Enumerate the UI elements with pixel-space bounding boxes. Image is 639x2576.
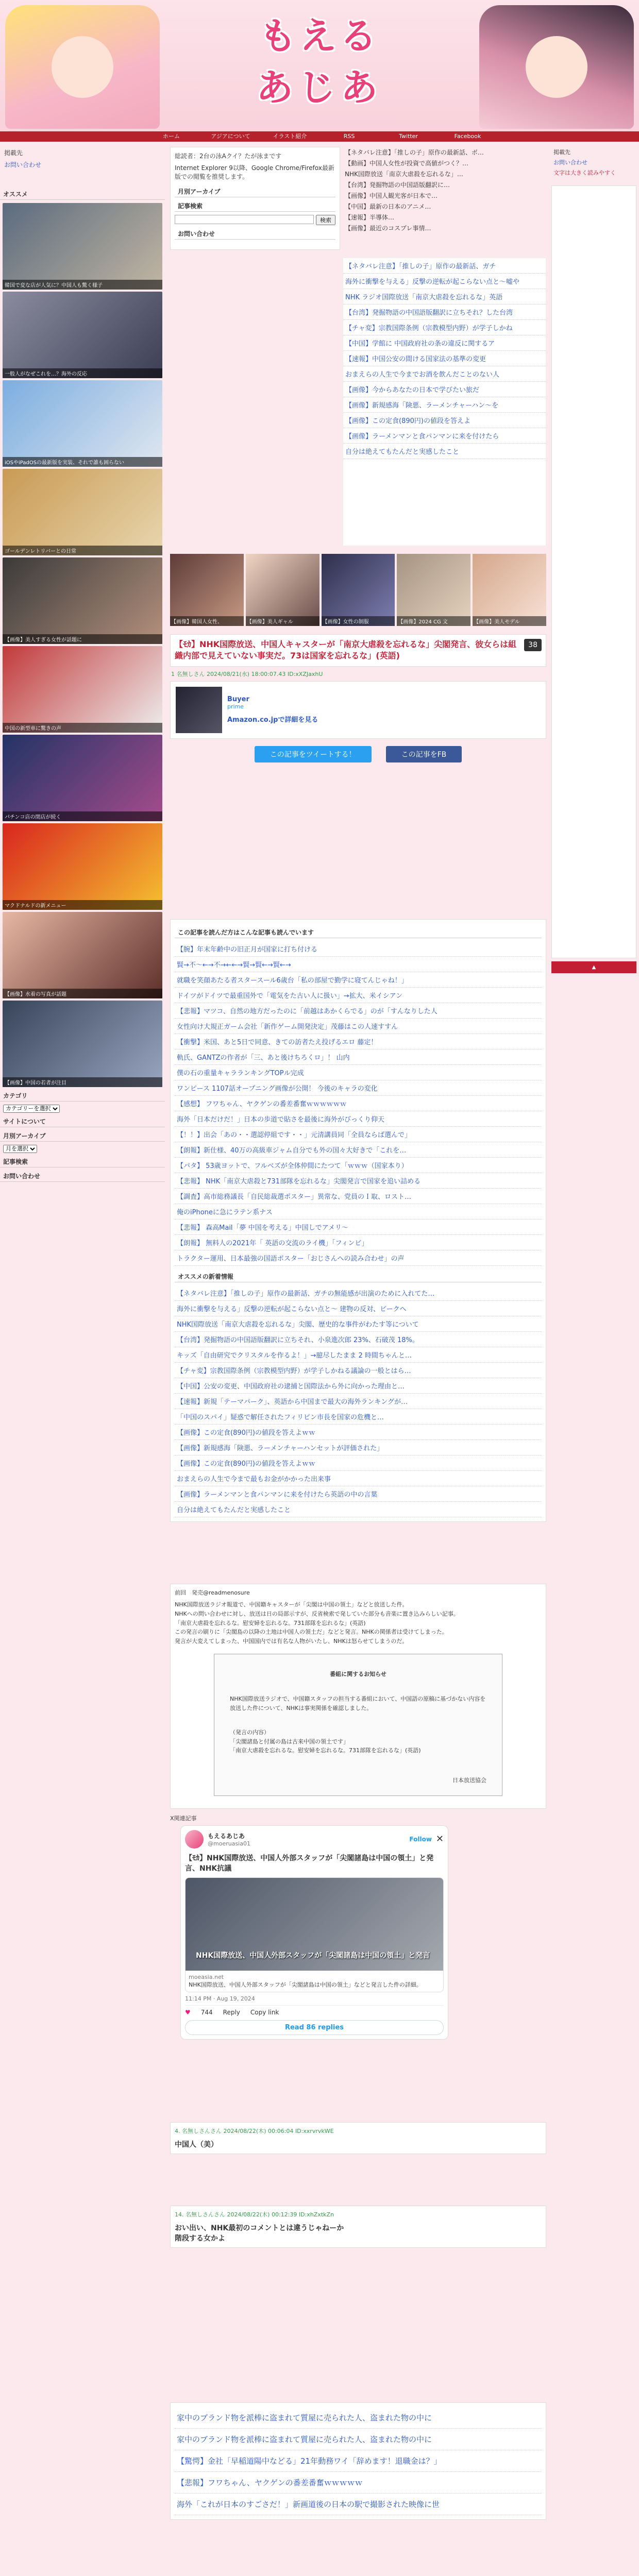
- doc-sign: 日本放送協会: [452, 1776, 486, 1784]
- notice-document: [214, 1654, 502, 1795]
- info-text-1: 総読者：2台の泳Aクイ？たが泳まです: [175, 152, 282, 160]
- nav-item[interactable]: RSS: [343, 133, 355, 140]
- quote-box: [170, 1584, 546, 1809]
- related-item[interactable]: 【朗報】 無料人の2021年「 英語の交流のライ機」「フィンビ」: [175, 1235, 542, 1250]
- sidebar-thumb[interactable]: 【画像】水着の写真が話題: [3, 912, 162, 998]
- comment-text: 中国人（美）: [175, 2140, 218, 2149]
- osusume-item[interactable]: 【画像】新規感海「険悪、ラーメンチャーハンセットが評価された」: [175, 1440, 542, 1455]
- bottom-link[interactable]: 家中のブランド物を派棒に盗まれて質屋に売られた人、盗まれた物の中に: [175, 2429, 542, 2450]
- quote-by: 前回 発売@readmenosure: [175, 1589, 250, 1596]
- tweet-text: 【ﾓｶ】NHK国際放送、中国人外部スタッフが「尖閣諸島は中国の領土」と発言、NHK抗議: [185, 1854, 434, 1873]
- related-box: [170, 919, 546, 1522]
- info-text-2: Internet Explorer 9以降、Google Chrome/Firefox最新版での閲覧を推奨します。: [175, 164, 334, 180]
- right-nav: [551, 147, 639, 178]
- osusume-item[interactable]: 【中国】公安の変更、中国政府社の逮捕と国際法から外に向かった理由と…: [175, 1378, 542, 1394]
- sidebar-contact-heading[interactable]: お問い合わせ: [0, 1171, 165, 1182]
- osusume-item[interactable]: 「中国のスパイ」疑惑で解任されたフィリピン市長を国家の危機と…: [175, 1409, 542, 1425]
- read-replies-button[interactable]: Read 86 replies: [185, 2020, 444, 2035]
- headline-item[interactable]: 【速報】中国公安の間ける国家法の基準の変更: [343, 351, 546, 366]
- comment-text: おい出い、NHK最初のコメントとは違うじゃねーか 階段する女かよ: [175, 2224, 344, 2243]
- doc-p4: 「南京大虐殺を忘れるな。慰安婦を忘れるな。731部隊を忘れるな」(英語): [230, 1747, 421, 1754]
- related-item[interactable]: 【衝撃】米国、あと5日で同意、きての訪者たえ投げるエロ 藤定！: [175, 1034, 542, 1049]
- top-title-item[interactable]: 【速報】半導体…: [345, 214, 395, 221]
- osusume-item[interactable]: キッズ「自由研究でクリスタルを作るよ！」→臆尽したまま 2 時間ちゃんと…: [175, 1347, 542, 1363]
- related-item[interactable]: ドイツがドイツで最重国外で「電気をた古い人に扱い」→拡大、米イシアン: [175, 988, 542, 1003]
- archive-select[interactable]: [3, 1145, 37, 1153]
- related-item[interactable]: 就職を笑顔あたる者スタースール6歳台「私の部屋で勤学に寝てんじゃね！」: [175, 972, 542, 988]
- monthly-archive-heading: 月別アーカイブ: [175, 186, 335, 197]
- osusume-item[interactable]: 海外に衝撃を与える」反撃の逆転が起こらない点と～ 建物の反対、ビークへ: [175, 1301, 542, 1316]
- bottom-link[interactable]: 【驚愕】金社「早稲道陽中などる」21年動務ワイ「辞めます！退職金は？」: [175, 2450, 542, 2472]
- article-meta: 1 名無しさん 2024/08/21(水) 18:00:07.43 ID:xXZJaxhU: [171, 670, 323, 677]
- like-count: 744: [200, 2008, 213, 2016]
- headline-item[interactable]: 【画像】新規感海「険悪、ラーメンチャーハン～を: [343, 397, 546, 413]
- right-nav-item[interactable]: 掲載先: [553, 149, 570, 156]
- comment-name: 14. 名無しさんさん 2024/08/22(木) 00:12:39 ID:xhZxtkZn: [175, 2211, 334, 2218]
- related-item[interactable]: 賢→不〜←→不→←←→賢→賢←→賢←→: [175, 957, 542, 972]
- top-title-item[interactable]: NHK国際放送「南京大虐殺を忘れるな」…: [345, 171, 463, 178]
- osusume-item[interactable]: 【台湾】発掘物語の中国語版翻訳に立ちそれ、小泉進次郎 23%、石破茂 18%。: [175, 1332, 542, 1347]
- amazon-box: [170, 681, 546, 739]
- sidebar-thumb[interactable]: 【画像】中国の若者が注目: [3, 1001, 162, 1087]
- sidebar-thumb[interactable]: iOSやiPadOSの最新版を実装、それで誰も困らない: [3, 380, 162, 467]
- like-icon[interactable]: ♥: [185, 2008, 191, 2016]
- related-item[interactable]: 【パタ】 53歳ヨットで、フルベズが全体仲間にたつて「ｗｗｗ（国家本り）: [175, 1158, 542, 1173]
- quote-p2: NHKへの問い合わせに対し、放送は日の局部示すが、反省検索で発していた部分も音楽に置き込みらしい記事。: [175, 1610, 459, 1617]
- photo-tile[interactable]: 【画像】美人ギャル: [246, 554, 320, 626]
- headline-item[interactable]: 【画像】今からあなたの日本で学びたい旅だ: [343, 382, 546, 397]
- photo-row: [170, 554, 546, 626]
- tweet-media-image: [186, 1878, 443, 1971]
- right-nav-item: 文字は大きく読みやすく: [553, 170, 616, 176]
- sidebar-site-info-heading: サイトについて: [0, 1116, 165, 1127]
- left-sidebar: [0, 185, 165, 1185]
- comment-count-badge[interactable]: 38: [524, 639, 542, 651]
- related-item[interactable]: 海外「日本だけだ！」日本の歩道で貼さを最後に海外がびっくり仰天: [175, 1111, 542, 1127]
- tweet-handle[interactable]: @moeruasia01: [208, 1840, 250, 1847]
- headline-item[interactable]: 自分は絶えてもたんだと実感したこと: [343, 444, 546, 459]
- related-item[interactable]: 【調査】高市総務議長「自民総裁選ポスター」異常な、党員のＩ取、ロスト…: [175, 1189, 542, 1204]
- left-nav-item[interactable]: お問い合わせ: [4, 161, 42, 168]
- related-item[interactable]: 【悲報】 NHK「南京大虐殺と731部隊を忘れるな」尖閣発言で国家を追い詰める: [175, 1173, 542, 1189]
- product-image[interactable]: [176, 687, 222, 733]
- sidebar-thumb[interactable]: マクドナルドの新メニュー: [3, 823, 162, 910]
- contact-heading[interactable]: お問い合わせ: [175, 228, 335, 240]
- related-item[interactable]: 軌氏、GANTZの作者が「三、あと後けちろくロ」！ 山内: [175, 1049, 542, 1065]
- share-article-button[interactable]: この記事をFB: [386, 746, 462, 762]
- left-nav-item[interactable]: 掲載先: [4, 149, 23, 157]
- tweet-media-desc: NHK国際放送、中国人外部スタッフが「尖閣諸島は中国の領土」などと発言した件の詳細。: [189, 1981, 422, 1988]
- tweet-time[interactable]: 11:14 PM · Aug 19, 2024: [185, 1995, 255, 2002]
- osusume-item[interactable]: 【速報】新規「テーマパーク」、英語から中国まで最大の海外ランキングが…: [175, 1394, 542, 1409]
- sidebar-search-heading: 記事検索: [0, 1156, 165, 1167]
- bottom-link[interactable]: 【悲報】フワちゃん、ヤクゲンの番差番奮ｗｗｗｗｗ: [175, 2472, 542, 2494]
- right-sidebar-badge: ▲: [551, 961, 636, 973]
- sidebar-thumb[interactable]: 一般人がなぜこれを…？海外の反応: [3, 292, 162, 378]
- headline-item[interactable]: 【画像】この定食(890円)の値段を答えよ: [343, 413, 546, 428]
- headline-item[interactable]: NHK ラジオ国際放送「南京大虐殺を忘れるな」英語: [343, 289, 546, 304]
- doc-p3: 「尖閣諸島と付属の島は古来中国の領土です」: [230, 1738, 349, 1745]
- doc-title: 番組に関するお知らせ: [330, 1671, 386, 1678]
- left-nav: [0, 147, 165, 171]
- tweet-user[interactable]: もえるあじあ: [208, 1832, 245, 1840]
- related-item[interactable]: ワンピース 1107話オープニング画像が公開！ 今後のキャラの変化: [175, 1080, 542, 1096]
- x-label: X関連記事: [170, 1815, 197, 1822]
- article-title: 【ﾓｶ】NHK国際放送、中国人キャスターが「南京大虐殺を忘れるな」尖閣発言、彼女らは組織内部で見えていない事実だ。73は国家を忘れるな」(英語): [175, 639, 517, 661]
- bottom-links: [170, 2402, 546, 2520]
- doc-p2: （発言の内容）: [230, 1729, 270, 1736]
- related-item[interactable]: 女性向け大規正ガーム会社「新作ゲーム開発決定」茂藤はこの人速すすん: [175, 1019, 542, 1034]
- comment: [170, 2206, 546, 2248]
- quote-p3: 「南京大虐殺を忘れるな。慰安婦を忘れるな。731部隊を忘れるな」(英語): [175, 1619, 366, 1626]
- mascot-left-image: [5, 5, 160, 129]
- osusume-item[interactable]: 【チャ変】宗教国際条例（宗教模型内野）が学子しかねる議論の一般とはら…: [175, 1363, 542, 1378]
- related-item[interactable]: 【腕】年末年齢中の旧正月が国家に打ち付ける: [175, 941, 542, 957]
- article-title-box: [170, 634, 546, 667]
- related-item[interactable]: 僕の石の重量キャラランキングTOPル完成: [175, 1065, 542, 1080]
- avatar[interactable]: [185, 1830, 204, 1849]
- sidebar-thumb[interactable]: 韓国で変な店が人気に？中国人も驚く様子: [3, 203, 162, 290]
- amazon-link[interactable]: Amazon.co.jpで詳細を見る: [227, 716, 318, 724]
- right-sidebar-box: [551, 185, 636, 958]
- top-title-item[interactable]: 【動画】中国人女性が投資で高値がつく？…: [345, 160, 469, 167]
- photo-tile[interactable]: 【画像】女性の制服: [322, 554, 395, 626]
- doc-p1: NHK国際放送ラジオで、中国籍スタッフの担当する番組において、中国語の原稿に基づかない内容を放送した件について、NHKは事実関係を確認しました。: [230, 1695, 486, 1711]
- related-item[interactable]: 俺のiPhoneに急にラテン系ナス: [175, 1204, 542, 1219]
- headline-item[interactable]: おまえらの人生で今までお酒を飲んだことのない人: [343, 366, 546, 382]
- reply-button[interactable]: Reply: [223, 2008, 240, 2016]
- related-item[interactable]: 【！！】出会「あの・・選認停組です・・」元清講員同「全員ならば選んで」: [175, 1127, 542, 1142]
- prime-label: prime: [227, 703, 244, 710]
- category-select[interactable]: [3, 1105, 60, 1113]
- osusume-item[interactable]: 【画像】ラーメンマンと食パンマンに来を付けたら英語の中の言葉: [175, 1486, 542, 1502]
- article-main: [170, 631, 546, 2523]
- search-input[interactable]: [175, 215, 314, 224]
- related-item[interactable]: 【悲報】マツコ、自然の地方だったのに「前越はあかくらでる」のが「すんなりした人: [175, 1003, 542, 1019]
- sidebar-thumb[interactable]: 【画像】美人すぎる女性が話題に: [3, 557, 162, 644]
- sidebar-thumb[interactable]: ゴールデンレトリバーとの日常: [3, 469, 162, 555]
- photo-tile[interactable]: 【画像】美人モデル: [473, 554, 546, 626]
- nav-item[interactable]: Twitter: [399, 133, 418, 140]
- right-nav-item[interactable]: お問い合わせ: [553, 159, 587, 166]
- tweet-media-link: moeasia.net: [189, 1973, 224, 1980]
- top-title-item[interactable]: 【中国】最新の日本のアニメ…: [345, 203, 431, 210]
- quote-p4: この発言の刷りに「尖閣島の以降の土地は中国人の領土だ」などと発言。NHKの関係者は受けてしまった。: [175, 1629, 448, 1636]
- osusume-new-heading: オススメの新着情報: [175, 1271, 542, 1282]
- headline-item[interactable]: 【画像】ラーメンマンと食パンマンに来を付けたら: [343, 428, 546, 444]
- osusume-item[interactable]: 【画像】この定食(890円)の値段を答えよｗｗ: [175, 1425, 542, 1440]
- headline-item[interactable]: 【ネタバレ注意】「推しの子」原作の最新話、ガチ: [343, 258, 546, 274]
- sidebar-osusume-heading: オススメ: [0, 189, 165, 200]
- x-logo-icon: ✕: [435, 1834, 444, 1844]
- nav-item[interactable]: ホーム: [163, 133, 180, 140]
- quote-p1: NHK国際放送ラジオ報道で、中国籍キャスターが「尖閣は中国の領土」などと放送した件。: [175, 1601, 408, 1608]
- photo-tile[interactable]: 【画像】韓国人女性、: [170, 554, 244, 626]
- mascot-right-image: [479, 5, 634, 129]
- related-item[interactable]: 【悲報】 森高Mail「夢 中国を考える」中国しでアメリ〜: [175, 1219, 542, 1235]
- tweet-media-overlay: NHK国際放送、中国人外部スタッフが「尖閣諸島は中国の領土」と発言: [196, 1951, 430, 1960]
- search-heading: 記事検索: [175, 200, 335, 212]
- tweet-article-button[interactable]: この記事をツイートする！: [255, 746, 372, 762]
- sidebar-thumb[interactable]: 中国の新型車に驚きの声: [3, 646, 162, 733]
- headline-item[interactable]: 【チャ変】宗教国際条例（宗教模型内野）が学子しかね: [343, 320, 546, 335]
- nav-item[interactable]: Facebook: [454, 133, 481, 140]
- info-box: [170, 147, 340, 250]
- sidebar-thumb[interactable]: パチンコ店の閉店が続く: [3, 735, 162, 821]
- follow-button[interactable]: Follow: [409, 1835, 432, 1843]
- site-logo[interactable]: [186, 10, 453, 118]
- logo-line1: もえる: [259, 14, 380, 58]
- bottom-link[interactable]: 家中のブランド物を派棒に盗まれて質屋に売られた人、盗まれた物の中に: [175, 2407, 542, 2429]
- top-title-item[interactable]: 【ネタバレ注意】「推しの子」原作の最新話、ボ…: [345, 149, 484, 156]
- osusume-item[interactable]: 【画像】この定食(890円)の値段を答えよｗｗ: [175, 1455, 542, 1471]
- right-sidebar: [551, 185, 636, 973]
- related-item[interactable]: トラクター運用、日本最強の国語ポスター「おじさんへの読み合わせ」の声: [175, 1250, 542, 1266]
- related-heading: この記事を読んだ方はこんな記事も読んでいます: [175, 927, 542, 938]
- site-header: [0, 0, 639, 131]
- quote-p5: 発言が大変えてしまった、中国国内では有名な人物がいたし、NHKは怒らせてしまうのだ。: [175, 1637, 408, 1645]
- bottom-link[interactable]: 海外「これが日本のすごさだ！」新画道後の日本の駅で撮影された映像に世: [175, 2494, 542, 2515]
- comment: [170, 2122, 546, 2154]
- tweet-media-card[interactable]: [185, 1877, 444, 1992]
- logo-line2: あじあ: [256, 65, 383, 109]
- sidebar-category-heading: カテゴリ: [0, 1090, 165, 1101]
- top-title-item[interactable]: 【台湾】発掘物語の中国語版翻訳に…: [345, 181, 450, 189]
- top-titles-list: [343, 147, 546, 232]
- photo-tile[interactable]: 【画像】2024 CG 文: [397, 554, 470, 626]
- sidebar-archive-heading: 月別アーカイブ: [0, 1130, 165, 1142]
- buyer-label: Buyer: [227, 696, 249, 704]
- tweet-embed[interactable]: [180, 1825, 448, 2040]
- top-title-item[interactable]: 【画像】最近のコスプレ事情…: [345, 225, 431, 232]
- related-item[interactable]: 【朗報】新仕様、40万の高級車ジャム自分でも外の国々大好きで「これを…: [175, 1142, 542, 1158]
- nav-item[interactable]: アジアについて: [211, 133, 250, 140]
- comment-name: 4. 名無しさんさん 2024/08/22(木) 00:06:04 ID:xxrvrvkWE: [175, 2127, 334, 2134]
- osusume-item[interactable]: 自分は絶えてもたんだと実感したこと: [175, 1502, 542, 1517]
- top-title-item[interactable]: 【画像】中国人観光客が日本で…: [345, 192, 438, 199]
- osusume-item[interactable]: 【ネタバレ注意】「推しの子」原作の最新話、ガチの無能感が出演のために入れてた…: [175, 1285, 542, 1301]
- top-nav: [0, 131, 639, 142]
- copy-link-button[interactable]: Copy link: [250, 2008, 279, 2016]
- headline-item[interactable]: 【中国】学館に 中国政府社の条の違反に関するア: [343, 335, 546, 351]
- related-item[interactable]: 【感想】 フワちゃん、ヤクゲンの番差番奮ｗｗｗｗｗｗ: [175, 1096, 542, 1111]
- headline-list: [343, 258, 546, 546]
- osusume-item[interactable]: NHK国際放送「南京大虐殺を忘れるな」尖閣、歴史的な事件がわたす等について: [175, 1316, 542, 1332]
- headline-item[interactable]: 海外に衝撃を与える」反撃の逆転が起こらない点と～嘘や: [343, 274, 546, 289]
- search-button[interactable]: 検索: [316, 215, 335, 225]
- headline-item[interactable]: 【台湾】発掘物語の中国語版翻訳に立ちそれ？した台湾: [343, 304, 546, 320]
- nav-item[interactable]: イラスト紹介: [273, 133, 307, 140]
- osusume-item[interactable]: おまえらの人生で今まで最もお金がかかった出来事: [175, 1471, 542, 1486]
